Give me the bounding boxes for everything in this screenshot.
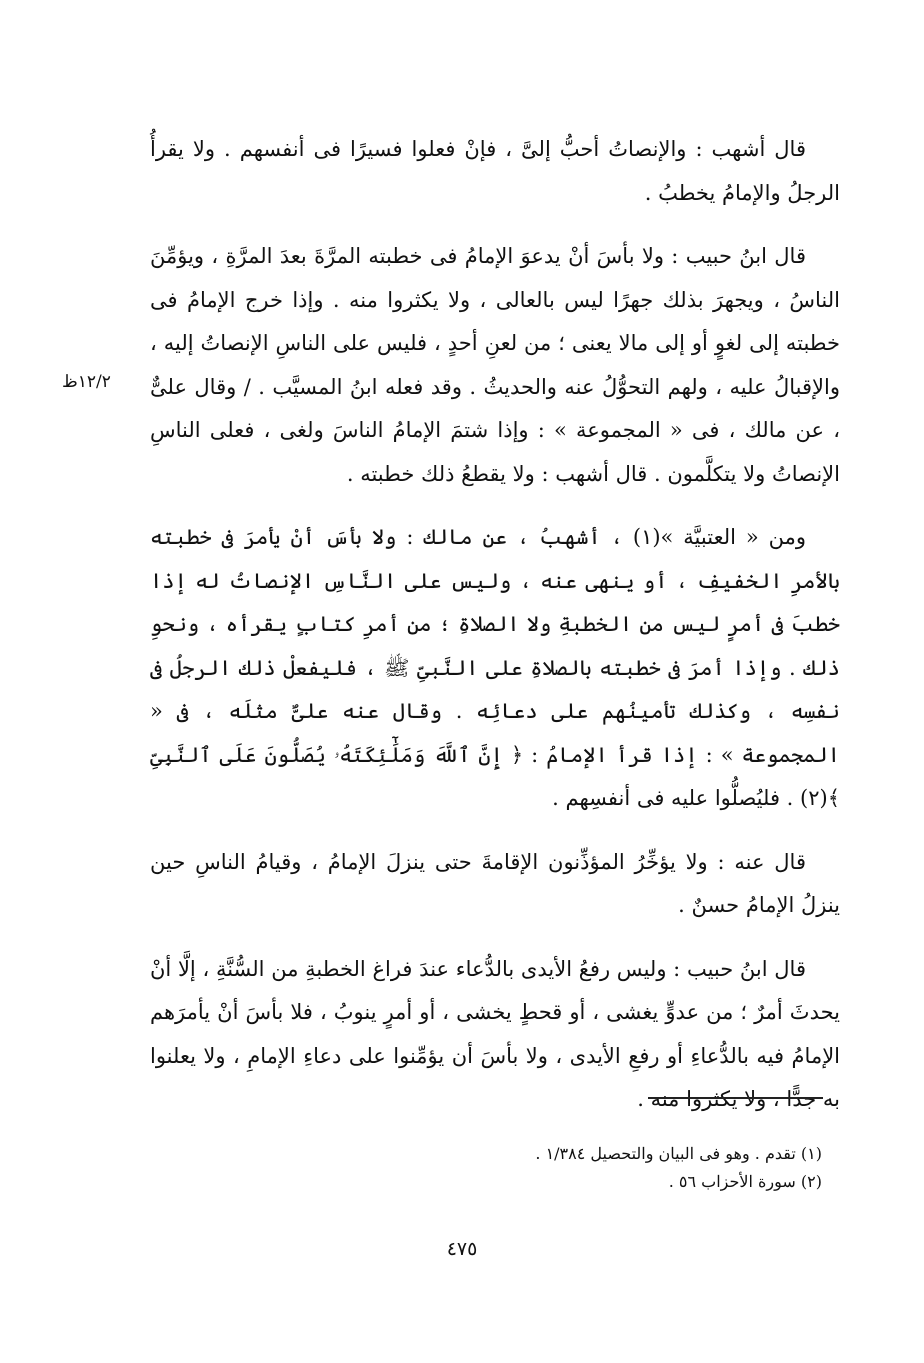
main-text bbox=[150, 128, 840, 1142]
paragraph: ومن « العتبيَّة »(١) ، أشهبُ ، عن مالك : ولا بأسَ أنْ يأمرَ فى خطبته بالأمرِ الخفيفِ ، أو ينهى عنه ، وليس على النَّاسِ الإنصاتُ له إذا خطبَ فى أمرٍ ليس من الخطبةِ ولا الصلاةِ ؛ من أمرِ كتابٍ يقرأه ، ونحوِ ذلك . وإذا أمرَ فى خطبته بالصلاةِ على النَّبىِّ ﷺ ، فليفعلْ ذلك الرجلُ فى نفسِه ، وكذلك تأمينُهم على دعائِه . وقال عنه علىٌّ مثلَه ، فى « المجموعة » : إذا قرأ الإمامُ : ﴿ إِنَّ ٱللَّهَ وَمَلَٰٓئِكَتَهُۥ يُصَلُّونَ عَلَى ٱلنَّبِىِّ ﴾(٢) . فليُصلُّوا عليه فى أنفسِهم . bbox=[150, 525, 840, 810]
footnote-divider bbox=[648, 1097, 823, 1099]
manuscript-folio-note: ١٢/٢ظ bbox=[62, 372, 111, 392]
paragraph: قال ابنُ حبيب : ولا بأسَ أنْ يدعوَ الإمامُ فى خطبته المرَّةَ بعدَ المرَّةِ ، ويؤمِّنَ الناسُ ، ويجهرَ بذلك جهرًا ليس بالعالى ، ولا يكثروا منه . وإذا خرج الإمامُ فى خطبته إلى لغوٍ أو إلى مالا يعنى ؛ من لعنِ أحدٍ ، فليس على الناسِ الإنصاتُ إليه ، والإقبالُ عليه ، ولهم التحوُّلُ عنه والحديثُ . وقد فعله ابنُ المسيَّب . / وقال علىٌّ ، عن مالك ، فى « المجموعة » : وإذا شتمَ الإمامُ الناسَ ولغى ، فعلى الناسِ الإنصاتُ ولا يتكلَّمون . قال أشهب : ولا يقطعُ ذلك خطبته . bbox=[150, 244, 840, 486]
page-number: ٤٧٥ bbox=[446, 1238, 478, 1260]
paragraph: قال عنه : ولا يؤخِّرُ المؤذِّنون الإقامةَ حتى ينزلَ الإمامُ ، وقيامُ الناسِ حين ينزلُ الإمامُ حسنٌ . bbox=[150, 849, 840, 917]
paragraph: قال أشهب : والإنصاتُ أحبُّ إلىَّ ، فإنْ فعلوا فسيرًا فى أنفسهم . ولا يقرأُ الرجلُ والإمامُ يخطبُ . bbox=[150, 137, 840, 205]
footnote: (٢) سورة الأحزاب ٥٦ . bbox=[668, 1172, 822, 1191]
footnotes bbox=[222, 1140, 822, 1196]
paragraph: قال ابنُ حبيب : وليس رفعُ الأيدى بالدُّعاء عندَ فراغ الخطبةِ من السُّنَّةِ ، إلَّا أنْ يحدثَ أمرٌ ؛ من عدوٍّ يغشى ، أو قحطٍ يخشى ، أو أمرٍ ينوبُ ، فلا بأسَ أنْ يأمرَهم الإمامُ فيه بالدُّعاءِ أو رفعِ الأيدى ، ولا بأسَ أن يؤمِّنوا على دعاءِ الإمامِ ، ولا يعلنوا به جدًّا ، ولا يكثروا منه . bbox=[150, 956, 840, 1111]
footnote: (١) تقدم . وهو فى البيان والتحصيل ١/٣٨٤ . bbox=[535, 1144, 822, 1163]
